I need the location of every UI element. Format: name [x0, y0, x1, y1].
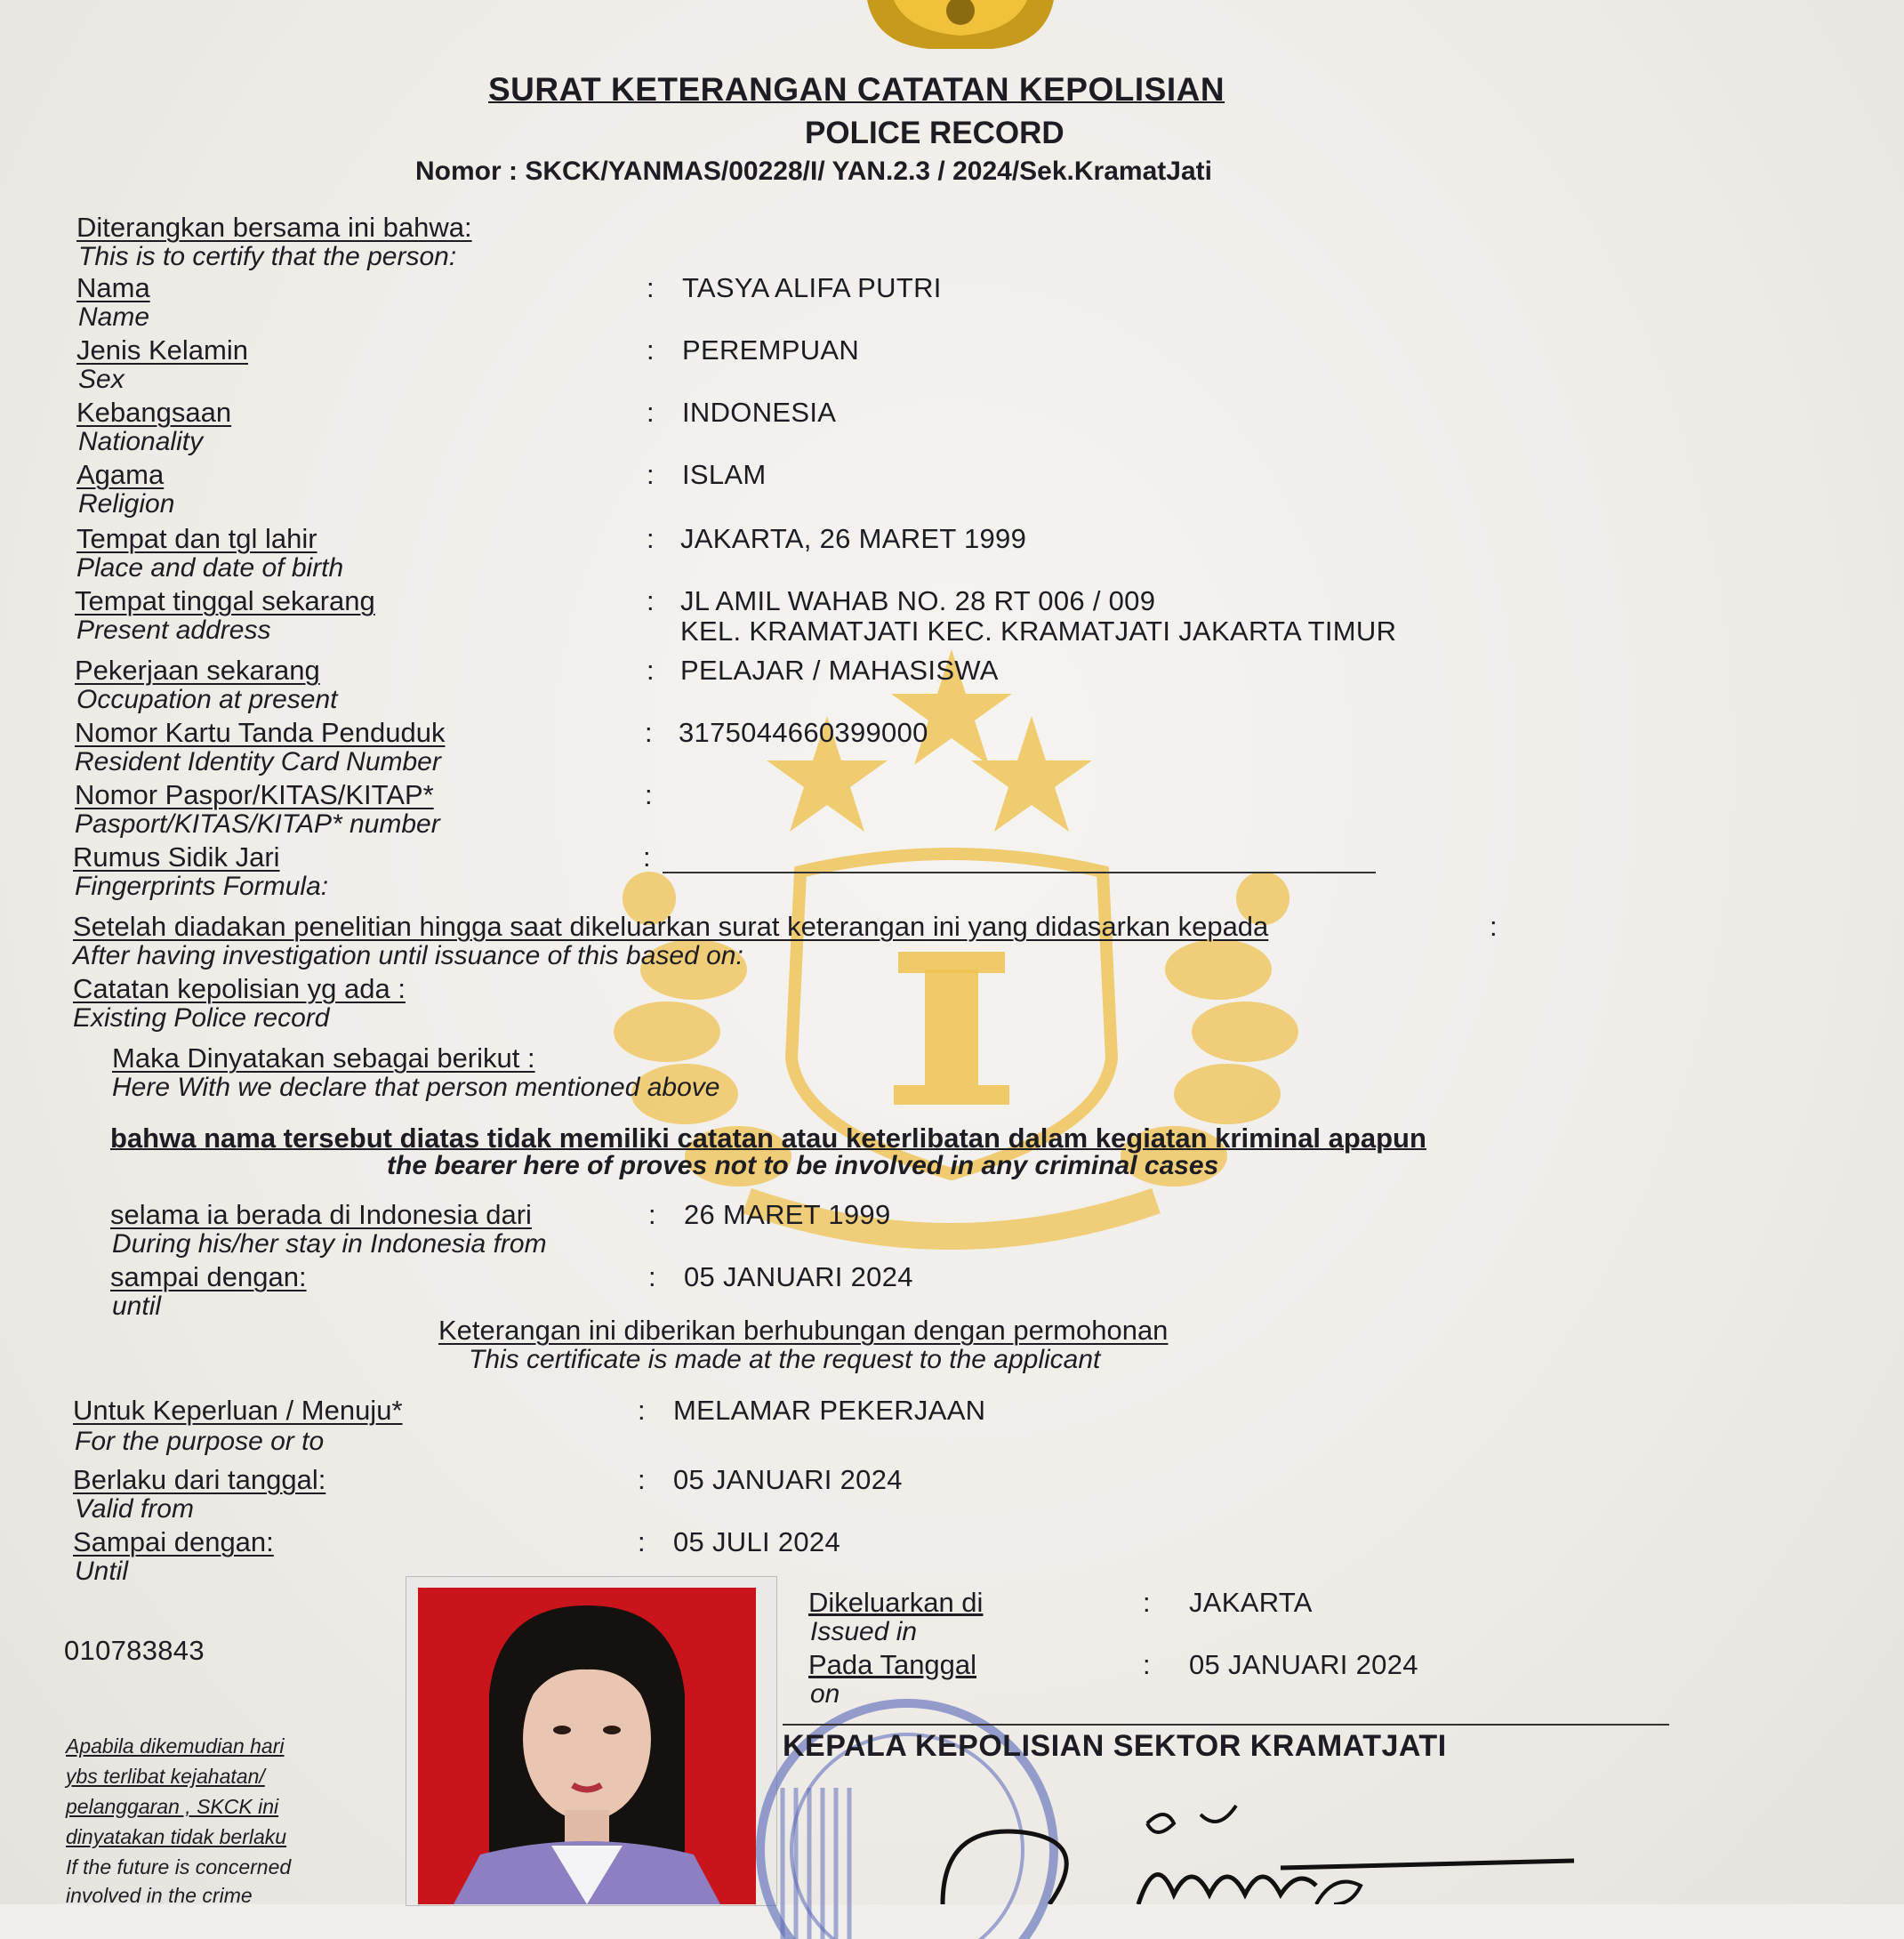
valid-from-label: Berlaku dari tanggal:: [73, 1464, 326, 1495]
field-colon: :: [645, 717, 653, 748]
field-value: ISLAM: [682, 459, 767, 490]
note-line: Apabila dikemudian hari: [66, 1734, 285, 1758]
statement-en: the bearer here of proves not to be involved in any criminal cases: [387, 1151, 1219, 1180]
field-colon: :: [645, 779, 653, 810]
request-en: This certificate is made at the request to the applicant: [469, 1345, 1101, 1374]
note-line-en: If the future is concerned: [66, 1855, 292, 1879]
stay-value: 05 JANUARI 2024: [684, 1261, 913, 1292]
field-colon: :: [647, 272, 655, 303]
field-label-en: Resident Identity Card Number: [75, 747, 441, 776]
signatory-title: KEPALA KEPOLISIAN SEKTOR KRAMATJATI: [783, 1729, 1447, 1763]
field-value-line2: KEL. KRAMATJATI KEC. KRAMATJATI JAKARTA TIMUR: [680, 615, 1397, 647]
purpose-value: MELAMAR PEKERJAAN: [673, 1395, 986, 1426]
field-colon: :: [647, 397, 655, 428]
stay-colon: :: [648, 1261, 656, 1292]
field-label-en: Pasport/KITAS/KITAP* number: [75, 809, 440, 839]
field-value: PEREMPUAN: [682, 334, 860, 366]
issued-place-label-en: Issued in: [810, 1617, 918, 1646]
declare-en: Here With we declare that person mentioned above: [112, 1073, 720, 1102]
signature: [889, 1788, 1601, 1904]
valid-from-colon: :: [638, 1464, 646, 1495]
note-line: ybs terlibat kejahatan/: [66, 1765, 265, 1788]
purpose-colon: :: [638, 1395, 646, 1426]
valid-until-colon: :: [638, 1526, 646, 1557]
existing-record-id: Catatan kepolisian yg ada :: [73, 973, 406, 1004]
stay-label: selama ia berada di Indonesia dari: [110, 1199, 532, 1230]
declare-id: Maka Dinyatakan sebagai berikut :: [112, 1042, 535, 1074]
document-number: Nomor : SKCK/YANMAS/00228/I/ YAN.2.3 / 2024/Sek.KramatJati: [415, 157, 1212, 186]
field-label: Nomor Paspor/KITAS/KITAP*: [75, 779, 434, 810]
field-value: 3175044660399000: [679, 717, 928, 748]
stay-value: 26 MARET 1999: [684, 1199, 891, 1230]
note-line: pelanggaran , SKCK ini: [66, 1795, 279, 1818]
stay-label-en: During his/her stay in Indonesia from: [112, 1229, 547, 1259]
serial-number: 010783843: [64, 1635, 205, 1666]
purpose-label: Untuk Keperluan / Menuju*: [73, 1395, 403, 1426]
issued-place-colon: :: [1143, 1587, 1151, 1618]
purpose-label-en: For the purpose or to: [75, 1427, 325, 1456]
stay-label-en: until: [112, 1291, 162, 1321]
issued-date: 05 JANUARI 2024: [1189, 1649, 1418, 1680]
issued-place: JAKARTA: [1189, 1587, 1313, 1618]
field-label-en: Fingerprints Formula:: [75, 872, 329, 901]
valid-from-label-en: Valid from: [75, 1494, 194, 1524]
field-label: Nama: [76, 272, 150, 303]
field-label-en: Nationality: [78, 427, 204, 456]
issued-date-label: Pada Tanggal: [808, 1649, 977, 1680]
field-label-en: Present address: [76, 615, 271, 645]
field-label: Nomor Kartu Tanda Penduduk: [75, 717, 446, 748]
investigation-en: After having investigation until issuance of this based on:: [73, 941, 743, 970]
field-label-en: Name: [78, 302, 150, 332]
field-label-en: Place and date of birth: [76, 553, 344, 583]
field-value: JAKARTA, 26 MARET 1999: [680, 523, 1027, 554]
intro-en: This is to certify that the person:: [78, 242, 457, 271]
valid-until-label-en: Until: [75, 1557, 129, 1586]
field-label-en: Religion: [78, 489, 175, 519]
field-colon: :: [647, 334, 655, 366]
existing-record-en: Existing Police record: [73, 1003, 330, 1033]
request-id: Keterangan ini diberikan berhubungan dengan permohonan: [438, 1315, 1169, 1346]
field-label-en: Sex: [78, 365, 125, 394]
field-value: JL AMIL WAHAB NO. 28 RT 006 / 009: [680, 585, 1156, 616]
issued-divider: [783, 1724, 1669, 1726]
police-emblem-icon: [858, 0, 1063, 53]
investigation-colon: :: [1490, 911, 1498, 942]
field-colon: :: [647, 459, 655, 490]
field-label: Agama: [76, 459, 165, 490]
field-label: Pekerjaan sekarang: [75, 655, 320, 686]
field-label: Tempat tinggal sekarang: [75, 585, 375, 616]
field-colon: :: [647, 655, 655, 686]
field-label: Rumus Sidik Jari: [73, 841, 280, 873]
fingerprint-line: [663, 872, 1376, 873]
stay-label: sampai dengan:: [110, 1261, 307, 1292]
field-colon: :: [647, 523, 655, 554]
field-colon: :: [643, 841, 651, 873]
investigation-id: Setelah diadakan penelitian hingga saat dikeluarkan surat keterangan ini yang didasarkan kepada: [73, 911, 1269, 942]
field-label: Jenis Kelamin: [76, 334, 248, 366]
document-title: SURAT KETERANGAN CATATAN KEPOLISIAN: [488, 71, 1225, 108]
note-line: dinyatakan tidak berlaku: [66, 1825, 287, 1848]
stay-colon: :: [648, 1199, 656, 1230]
field-colon: :: [647, 585, 655, 616]
statement-id: bahwa nama tersebut diatas tidak memiliki catatan atau keterlibatan dalam kegiatan kriminal apapun: [110, 1122, 1426, 1154]
field-label: Kebangsaan: [76, 397, 232, 428]
field-label: Tempat dan tgl lahir: [76, 523, 317, 554]
field-label-en: Occupation at present: [76, 685, 338, 714]
document-subtitle: POLICE RECORD: [805, 116, 1064, 150]
field-value: INDONESIA: [682, 397, 837, 428]
valid-until-label: Sampai dengan:: [73, 1526, 274, 1557]
valid-from-value: 05 JANUARI 2024: [673, 1464, 903, 1495]
intro-id: Diterangkan bersama ini bahwa:: [76, 212, 472, 243]
valid-until-value: 05 JULI 2024: [673, 1526, 841, 1557]
issued-date-label-en: on: [810, 1679, 840, 1709]
field-value: TASYA ALIFA PUTRI: [682, 272, 942, 303]
field-value: PELAJAR / MAHASISWA: [680, 655, 999, 686]
issued-place-label: Dikeluarkan di: [808, 1587, 984, 1618]
issued-date-colon: :: [1143, 1649, 1151, 1680]
note-line-en: involved in the crime: [66, 1884, 253, 1907]
